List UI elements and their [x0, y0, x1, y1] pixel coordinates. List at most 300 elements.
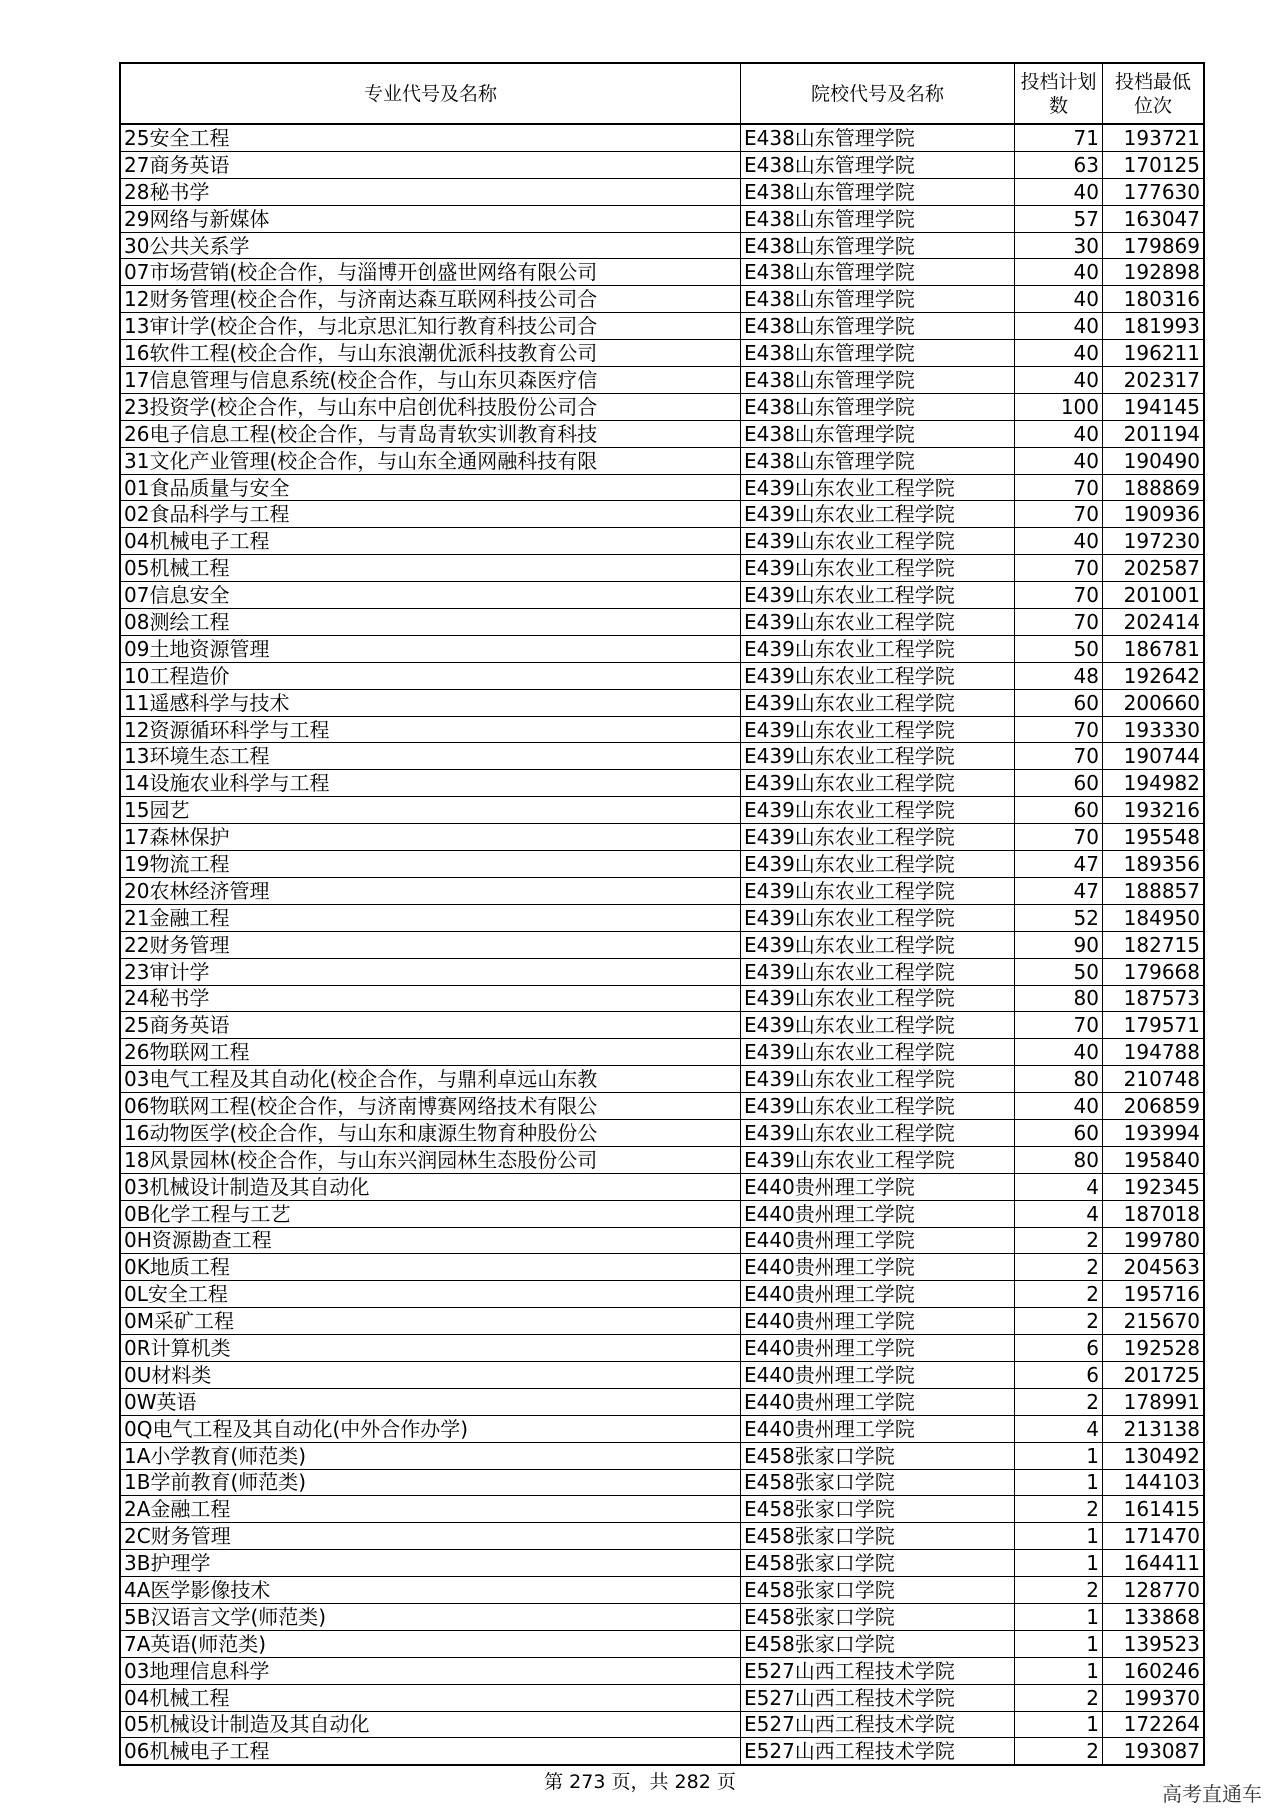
min-rank-cell: 179668 — [1103, 958, 1205, 985]
major-cell: 08测绘工程 — [120, 609, 741, 636]
min-rank-cell: 161415 — [1103, 1496, 1205, 1523]
school-cell: E440贵州理工学院 — [741, 1415, 1015, 1442]
min-rank-cell: 201001 — [1103, 582, 1205, 609]
plan-count-cell: 1 — [1015, 1469, 1103, 1496]
school-cell: E438山东管理学院 — [741, 447, 1015, 474]
plan-count-cell: 40 — [1015, 447, 1103, 474]
table-row — [120, 1039, 1204, 1066]
school-cell: E438山东管理学院 — [741, 393, 1015, 420]
table-row — [120, 447, 1204, 474]
plan-count-cell: 80 — [1015, 1146, 1103, 1173]
table-row — [120, 797, 1204, 824]
school-cell: E439山东农业工程学院 — [741, 1146, 1015, 1173]
table-row — [120, 1496, 1204, 1523]
major-cell: 24秘书学 — [120, 985, 741, 1012]
major-cell: 29网络与新媒体 — [120, 205, 741, 232]
plan-count-cell: 40 — [1015, 420, 1103, 447]
min-rank-cell: 190744 — [1103, 743, 1205, 770]
table-row — [120, 1200, 1204, 1227]
major-cell: 1B学前教育(师范类) — [120, 1469, 741, 1496]
min-rank-cell: 177630 — [1103, 178, 1205, 205]
plan-count-cell: 52 — [1015, 904, 1103, 931]
table-row — [120, 662, 1204, 689]
major-cell: 25商务英语 — [120, 1012, 741, 1039]
major-cell: 17信息管理与信息系统(校企合作，与山东贝森医疗信 — [120, 367, 741, 394]
plan-count-cell: 2 — [1015, 1281, 1103, 1308]
min-rank-cell: 200660 — [1103, 689, 1205, 716]
min-rank-cell: 202414 — [1103, 609, 1205, 636]
plan-count-cell: 1 — [1015, 1657, 1103, 1684]
school-cell: E440贵州理工学院 — [741, 1200, 1015, 1227]
school-cell: E438山东管理学院 — [741, 151, 1015, 178]
school-cell: E438山东管理学院 — [741, 420, 1015, 447]
table-row — [120, 151, 1204, 178]
table-row — [120, 420, 1204, 447]
major-cell: 05机械设计制造及其自动化 — [120, 1711, 741, 1738]
school-cell: E458张家口学院 — [741, 1630, 1015, 1657]
school-cell: E440贵州理工学院 — [741, 1335, 1015, 1362]
min-rank-cell: 201725 — [1103, 1361, 1205, 1388]
table-row — [120, 393, 1204, 420]
min-rank-cell: 189356 — [1103, 851, 1205, 878]
school-cell: E438山东管理学院 — [741, 205, 1015, 232]
min-rank-cell: 202587 — [1103, 555, 1205, 582]
major-cell: 03地理信息科学 — [120, 1657, 741, 1684]
major-cell: 5B汉语言文学(师范类) — [120, 1603, 741, 1630]
min-rank-cell: 133868 — [1103, 1603, 1205, 1630]
plan-count-cell: 70 — [1015, 716, 1103, 743]
school-cell: E440贵州理工学院 — [741, 1254, 1015, 1281]
school-cell: E439山东农业工程学院 — [741, 501, 1015, 528]
min-rank-cell: 130492 — [1103, 1442, 1205, 1469]
table-row — [120, 1738, 1204, 1765]
min-rank-cell: 192642 — [1103, 662, 1205, 689]
plan-count-cell: 60 — [1015, 770, 1103, 797]
school-cell: E440贵州理工学院 — [741, 1281, 1015, 1308]
school-cell: E439山东农业工程学院 — [741, 797, 1015, 824]
school-cell: E458张家口学院 — [741, 1603, 1015, 1630]
table-row — [120, 1308, 1204, 1335]
plan-count-cell: 2 — [1015, 1388, 1103, 1415]
table-row — [120, 1442, 1204, 1469]
plan-count-cell: 70 — [1015, 609, 1103, 636]
table-row — [120, 1281, 1204, 1308]
school-cell: E438山东管理学院 — [741, 259, 1015, 286]
major-cell: 0K地质工程 — [120, 1254, 741, 1281]
major-cell: 4A医学影像技术 — [120, 1577, 741, 1604]
plan-count-cell: 2 — [1015, 1496, 1103, 1523]
min-rank-cell: 190936 — [1103, 501, 1205, 528]
major-cell: 07信息安全 — [120, 582, 741, 609]
min-rank-cell: 193721 — [1103, 124, 1205, 151]
table-row — [120, 259, 1204, 286]
table-row — [120, 1657, 1204, 1684]
plan-count-cell: 1 — [1015, 1603, 1103, 1630]
table-row — [120, 1550, 1204, 1577]
plan-count-cell: 71 — [1015, 124, 1103, 151]
plan-count-cell: 70 — [1015, 501, 1103, 528]
school-cell: E439山东农业工程学院 — [741, 1119, 1015, 1146]
school-cell: E438山东管理学院 — [741, 286, 1015, 313]
major-cell: 16动物医学(校企合作，与山东和康源生物育种股份公 — [120, 1119, 741, 1146]
table-row — [120, 313, 1204, 340]
table-row — [120, 851, 1204, 878]
table-row — [120, 582, 1204, 609]
school-cell: E440贵州理工学院 — [741, 1308, 1015, 1335]
school-cell: E438山东管理学院 — [741, 232, 1015, 259]
plan-count-cell: 80 — [1015, 1066, 1103, 1093]
major-cell: 2C财务管理 — [120, 1523, 741, 1550]
school-cell: E527山西工程技术学院 — [741, 1684, 1015, 1711]
min-rank-cell: 195716 — [1103, 1281, 1205, 1308]
min-rank-cell: 192898 — [1103, 259, 1205, 286]
school-cell: E438山东管理学院 — [741, 367, 1015, 394]
school-cell: E439山东农业工程学院 — [741, 931, 1015, 958]
school-cell: E438山东管理学院 — [741, 340, 1015, 367]
plan-count-cell: 40 — [1015, 340, 1103, 367]
table-row — [120, 958, 1204, 985]
major-cell: 11遥感科学与技术 — [120, 689, 741, 716]
min-rank-cell: 194982 — [1103, 770, 1205, 797]
school-cell: E458张家口学院 — [741, 1442, 1015, 1469]
major-cell: 07市场营销(校企合作，与淄博开创盛世网络有限公司 — [120, 259, 741, 286]
min-rank-cell: 215670 — [1103, 1308, 1205, 1335]
school-cell: E439山东农业工程学院 — [741, 528, 1015, 555]
plan-count-cell: 47 — [1015, 851, 1103, 878]
major-cell: 30公共关系学 — [120, 232, 741, 259]
plan-count-cell: 48 — [1015, 662, 1103, 689]
table-row — [120, 178, 1204, 205]
watermark-text: 高考直通车 — [1162, 1782, 1262, 1806]
plan-count-cell: 57 — [1015, 205, 1103, 232]
school-cell: E439山东农业工程学院 — [741, 635, 1015, 662]
table-row — [120, 635, 1204, 662]
school-cell: E439山东农业工程学院 — [741, 662, 1015, 689]
school-cell: E440贵州理工学院 — [741, 1173, 1015, 1200]
admission-table — [119, 62, 1205, 1766]
major-cell: 25安全工程 — [120, 124, 741, 151]
school-cell: E439山东农业工程学院 — [741, 474, 1015, 501]
major-cell: 18风景园林(校企合作，与山东兴润园林生态股份公司 — [120, 1146, 741, 1173]
header-plan-count: 投档计划数 — [1015, 63, 1103, 124]
plan-count-cell: 70 — [1015, 474, 1103, 501]
plan-count-cell: 40 — [1015, 286, 1103, 313]
major-cell: 19物流工程 — [120, 851, 741, 878]
plan-count-cell: 2 — [1015, 1254, 1103, 1281]
table-row — [120, 716, 1204, 743]
table-row — [120, 1415, 1204, 1442]
school-cell: E439山东农业工程学院 — [741, 609, 1015, 636]
min-rank-cell: 193330 — [1103, 716, 1205, 743]
major-cell: 17森林保护 — [120, 824, 741, 851]
major-cell: 31文化产业管理(校企合作，与山东全通网融科技有限 — [120, 447, 741, 474]
table-row — [120, 877, 1204, 904]
major-cell: 04机械工程 — [120, 1684, 741, 1711]
school-cell: E440贵州理工学院 — [741, 1227, 1015, 1254]
min-rank-cell: 171470 — [1103, 1523, 1205, 1550]
major-cell: 21金融工程 — [120, 904, 741, 931]
table-row — [120, 367, 1204, 394]
plan-count-cell: 90 — [1015, 931, 1103, 958]
major-cell: 23投资学(校企合作，与山东中启创优科技股份公司合 — [120, 393, 741, 420]
school-cell: E439山东农业工程学院 — [741, 1093, 1015, 1120]
major-cell: 12资源循环科学与工程 — [120, 716, 741, 743]
min-rank-cell: 128770 — [1103, 1577, 1205, 1604]
major-cell: 15园艺 — [120, 797, 741, 824]
table-row — [120, 1146, 1204, 1173]
table-row — [120, 555, 1204, 582]
min-rank-cell: 199370 — [1103, 1684, 1205, 1711]
plan-count-cell: 2 — [1015, 1684, 1103, 1711]
major-cell: 26电子信息工程(校企合作，与青岛青软实训教育科技 — [120, 420, 741, 447]
min-rank-cell: 195840 — [1103, 1146, 1205, 1173]
min-rank-cell: 192528 — [1103, 1335, 1205, 1362]
school-cell: E527山西工程技术学院 — [741, 1657, 1015, 1684]
major-cell: 0H资源勘查工程 — [120, 1227, 741, 1254]
school-cell: E458张家口学院 — [741, 1577, 1015, 1604]
table-row — [120, 474, 1204, 501]
min-rank-cell: 144103 — [1103, 1469, 1205, 1496]
major-cell: 12财务管理(校企合作，与济南达森互联网科技公司合 — [120, 286, 741, 313]
school-cell: E439山东农业工程学院 — [741, 985, 1015, 1012]
min-rank-cell: 178991 — [1103, 1388, 1205, 1415]
min-rank-cell: 186781 — [1103, 635, 1205, 662]
school-cell: E438山东管理学院 — [741, 178, 1015, 205]
major-cell: 0W英语 — [120, 1388, 741, 1415]
min-rank-cell: 188869 — [1103, 474, 1205, 501]
school-cell: E439山东农业工程学院 — [741, 824, 1015, 851]
min-rank-cell: 204563 — [1103, 1254, 1205, 1281]
table-row — [120, 1388, 1204, 1415]
min-rank-cell: 179571 — [1103, 1012, 1205, 1039]
min-rank-cell: 192345 — [1103, 1173, 1205, 1200]
min-rank-cell: 190490 — [1103, 447, 1205, 474]
min-rank-cell: 202317 — [1103, 367, 1205, 394]
table-row — [120, 1630, 1204, 1657]
header-min-rank: 投档最低位次 — [1103, 63, 1205, 124]
table-row — [120, 1684, 1204, 1711]
plan-count-cell: 40 — [1015, 367, 1103, 394]
school-cell: E439山东农业工程学院 — [741, 1012, 1015, 1039]
min-rank-cell: 184950 — [1103, 904, 1205, 931]
table-row — [120, 205, 1204, 232]
table-row — [120, 609, 1204, 636]
min-rank-cell: 139523 — [1103, 1630, 1205, 1657]
plan-count-cell: 60 — [1015, 1119, 1103, 1146]
plan-count-cell: 70 — [1015, 555, 1103, 582]
plan-count-cell: 6 — [1015, 1361, 1103, 1388]
major-cell: 16软件工程(校企合作，与山东浪潮优派科技教育公司 — [120, 340, 741, 367]
plan-count-cell: 40 — [1015, 313, 1103, 340]
min-rank-cell: 180316 — [1103, 286, 1205, 313]
plan-count-cell: 1 — [1015, 1711, 1103, 1738]
min-rank-cell: 170125 — [1103, 151, 1205, 178]
major-cell: 14设施农业科学与工程 — [120, 770, 741, 797]
table-row — [120, 1711, 1204, 1738]
min-rank-cell: 210748 — [1103, 1066, 1205, 1093]
plan-count-cell: 60 — [1015, 797, 1103, 824]
min-rank-cell: 196211 — [1103, 340, 1205, 367]
min-rank-cell: 194788 — [1103, 1039, 1205, 1066]
plan-count-cell: 6 — [1015, 1335, 1103, 1362]
table-row — [120, 232, 1204, 259]
plan-count-cell: 1 — [1015, 1630, 1103, 1657]
plan-count-cell: 63 — [1015, 151, 1103, 178]
min-rank-cell: 193994 — [1103, 1119, 1205, 1146]
major-cell: 02食品科学与工程 — [120, 501, 741, 528]
plan-count-cell: 40 — [1015, 259, 1103, 286]
major-cell: 1A小学教育(师范类) — [120, 1442, 741, 1469]
plan-count-cell: 30 — [1015, 232, 1103, 259]
plan-count-cell: 70 — [1015, 824, 1103, 851]
plan-count-cell: 4 — [1015, 1415, 1103, 1442]
table-row — [120, 1361, 1204, 1388]
school-cell: E439山东农业工程学院 — [741, 555, 1015, 582]
major-cell: 06机械电子工程 — [120, 1738, 741, 1765]
table-row — [120, 124, 1204, 151]
school-cell: E438山东管理学院 — [741, 313, 1015, 340]
major-cell: 0M采矿工程 — [120, 1308, 741, 1335]
plan-count-cell: 70 — [1015, 1012, 1103, 1039]
min-rank-cell: 199780 — [1103, 1227, 1205, 1254]
min-rank-cell: 187573 — [1103, 985, 1205, 1012]
min-rank-cell: 188857 — [1103, 877, 1205, 904]
table-header-row — [120, 63, 1204, 124]
table-row — [120, 985, 1204, 1012]
school-cell: E439山东农业工程学院 — [741, 582, 1015, 609]
min-rank-cell: 197230 — [1103, 528, 1205, 555]
table-row — [120, 1012, 1204, 1039]
major-cell: 26物联网工程 — [120, 1039, 741, 1066]
plan-count-cell: 4 — [1015, 1173, 1103, 1200]
school-cell: E527山西工程技术学院 — [741, 1711, 1015, 1738]
major-cell: 0L安全工程 — [120, 1281, 741, 1308]
major-cell: 0U材料类 — [120, 1361, 741, 1388]
min-rank-cell: 194145 — [1103, 393, 1205, 420]
plan-count-cell: 60 — [1015, 689, 1103, 716]
table-row — [120, 1066, 1204, 1093]
major-cell: 2A金融工程 — [120, 1496, 741, 1523]
plan-count-cell: 2 — [1015, 1738, 1103, 1765]
major-cell: 01食品质量与安全 — [120, 474, 741, 501]
table-row — [120, 501, 1204, 528]
min-rank-cell: 164411 — [1103, 1550, 1205, 1577]
table-row — [120, 1523, 1204, 1550]
table-body — [120, 124, 1204, 1765]
major-cell: 23审计学 — [120, 958, 741, 985]
min-rank-cell: 193216 — [1103, 797, 1205, 824]
plan-count-cell: 50 — [1015, 635, 1103, 662]
plan-count-cell: 80 — [1015, 985, 1103, 1012]
plan-count-cell: 2 — [1015, 1577, 1103, 1604]
plan-count-cell: 70 — [1015, 582, 1103, 609]
plan-count-cell: 2 — [1015, 1308, 1103, 1335]
major-cell: 13审计学(校企合作，与北京思汇知行教育科技公司合 — [120, 313, 741, 340]
table-row — [120, 770, 1204, 797]
min-rank-cell: 181993 — [1103, 313, 1205, 340]
plan-count-cell: 2 — [1015, 1227, 1103, 1254]
min-rank-cell: 179869 — [1103, 232, 1205, 259]
table-row — [120, 1093, 1204, 1120]
school-cell: E440贵州理工学院 — [741, 1361, 1015, 1388]
table-row — [120, 1173, 1204, 1200]
plan-count-cell: 100 — [1015, 393, 1103, 420]
major-cell: 7A英语(师范类) — [120, 1630, 741, 1657]
table-row — [120, 689, 1204, 716]
school-cell: E527山西工程技术学院 — [741, 1738, 1015, 1765]
table-row — [120, 1469, 1204, 1496]
plan-count-cell: 70 — [1015, 743, 1103, 770]
plan-count-cell: 47 — [1015, 877, 1103, 904]
major-cell: 20农林经济管理 — [120, 877, 741, 904]
school-cell: E439山东农业工程学院 — [741, 877, 1015, 904]
table-row — [120, 1227, 1204, 1254]
table-row — [120, 743, 1204, 770]
major-cell: 09土地资源管理 — [120, 635, 741, 662]
major-cell: 03电气工程及其自动化(校企合作，与鼎利卓远山东教 — [120, 1066, 741, 1093]
school-cell: E438山东管理学院 — [741, 124, 1015, 151]
school-cell: E458张家口学院 — [741, 1550, 1015, 1577]
table-row — [120, 286, 1204, 313]
table-row — [120, 824, 1204, 851]
table-row — [120, 931, 1204, 958]
school-cell: E458张家口学院 — [741, 1496, 1015, 1523]
major-cell: 28秘书学 — [120, 178, 741, 205]
table-row — [120, 528, 1204, 555]
major-cell: 04机械电子工程 — [120, 528, 741, 555]
min-rank-cell: 160246 — [1103, 1657, 1205, 1684]
min-rank-cell: 213138 — [1103, 1415, 1205, 1442]
min-rank-cell: 187018 — [1103, 1200, 1205, 1227]
plan-count-cell: 1 — [1015, 1550, 1103, 1577]
min-rank-cell: 195548 — [1103, 824, 1205, 851]
table-row — [120, 1335, 1204, 1362]
school-cell: E439山东农业工程学院 — [741, 958, 1015, 985]
major-cell: 0B化学工程与工艺 — [120, 1200, 741, 1227]
plan-count-cell: 1 — [1015, 1442, 1103, 1469]
page-number: 第 273 页，共 282 页 — [544, 1771, 736, 1793]
major-cell: 3B护理学 — [120, 1550, 741, 1577]
min-rank-cell: 206859 — [1103, 1093, 1205, 1120]
table-row — [120, 904, 1204, 931]
major-cell: 0Q电气工程及其自动化(中外合作办学) — [120, 1415, 741, 1442]
table-row — [120, 1603, 1204, 1630]
plan-count-cell: 40 — [1015, 1039, 1103, 1066]
school-cell: E439山东农业工程学院 — [741, 716, 1015, 743]
school-cell: E439山东农业工程学院 — [741, 851, 1015, 878]
major-cell: 27商务英语 — [120, 151, 741, 178]
school-cell: E439山东农业工程学院 — [741, 904, 1015, 931]
header-school: 院校代号及名称 — [741, 63, 1015, 124]
major-cell: 13环境生态工程 — [120, 743, 741, 770]
school-cell: E458张家口学院 — [741, 1523, 1015, 1550]
school-cell: E439山东农业工程学院 — [741, 1039, 1015, 1066]
major-cell: 22财务管理 — [120, 931, 741, 958]
table-row — [120, 1254, 1204, 1281]
table-row — [120, 340, 1204, 367]
school-cell: E439山东农业工程学院 — [741, 743, 1015, 770]
min-rank-cell: 182715 — [1103, 931, 1205, 958]
major-cell: 10工程造价 — [120, 662, 741, 689]
school-cell: E440贵州理工学院 — [741, 1388, 1015, 1415]
school-cell: E439山东农业工程学院 — [741, 770, 1015, 797]
plan-count-cell: 50 — [1015, 958, 1103, 985]
school-cell: E458张家口学院 — [741, 1469, 1015, 1496]
header-major: 专业代号及名称 — [120, 63, 741, 124]
plan-count-cell: 1 — [1015, 1523, 1103, 1550]
plan-count-cell: 40 — [1015, 528, 1103, 555]
min-rank-cell: 172264 — [1103, 1711, 1205, 1738]
